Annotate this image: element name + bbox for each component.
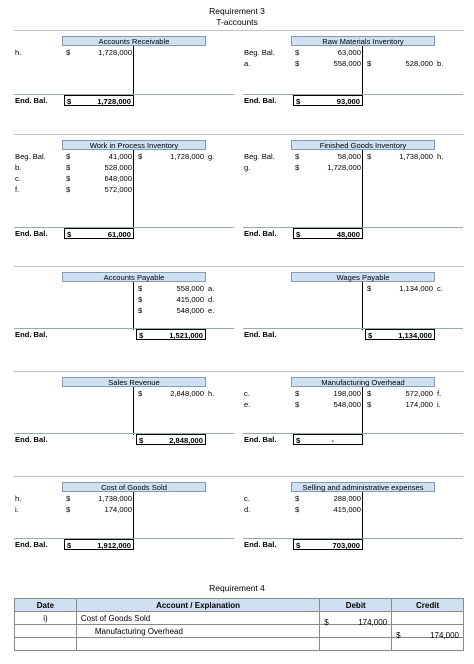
end-balance-value[interactable] bbox=[136, 329, 206, 340]
credit-entry[interactable] bbox=[136, 389, 206, 399]
t-account-title: Finished Goods Inventory bbox=[291, 140, 435, 150]
end-balance-value[interactable] bbox=[64, 539, 134, 550]
credit-amount: 548,000 bbox=[176, 306, 204, 315]
credit-entry[interactable] bbox=[365, 59, 435, 69]
credit-entry-label: d. bbox=[208, 295, 215, 304]
journal-credit-cell[interactable] bbox=[392, 612, 464, 625]
credit-entry-label: b. bbox=[437, 59, 444, 68]
end-balance-amount: 1,912,000 bbox=[97, 541, 131, 550]
currency-symbol: $ bbox=[67, 97, 72, 106]
t-account bbox=[14, 482, 234, 554]
end-balance-value[interactable] bbox=[293, 95, 363, 106]
section-divider bbox=[14, 266, 464, 267]
debit-amount: 415,000 bbox=[333, 505, 361, 514]
t-account-title: Raw Materials Inventory bbox=[291, 36, 435, 46]
journal-account-cell[interactable]: Manufacturing Overhead bbox=[76, 625, 319, 638]
end-balance-label: End. Bal. bbox=[15, 435, 48, 444]
currency-symbol: $ bbox=[138, 389, 143, 398]
debit-entry-label: c. bbox=[15, 174, 21, 183]
currency-symbol: $ bbox=[66, 185, 71, 194]
t-account-divider bbox=[133, 282, 134, 330]
debit-entry-label: d. bbox=[244, 505, 251, 514]
credit-entry[interactable] bbox=[365, 389, 435, 399]
currency-symbol: $ bbox=[367, 389, 372, 398]
credit-entry-label: f. bbox=[437, 389, 442, 398]
currency-symbol: $ bbox=[368, 331, 373, 340]
t-account bbox=[14, 140, 234, 243]
journal-entry-table bbox=[14, 598, 464, 651]
t-account-title: Accounts Payable bbox=[62, 272, 206, 282]
credit-entry-label: g. bbox=[208, 152, 215, 161]
end-balance-value[interactable] bbox=[64, 95, 134, 106]
journal-credit-cell[interactable] bbox=[392, 625, 464, 638]
journal-account-cell[interactable] bbox=[76, 638, 319, 651]
debit-entry-label: Beg. Bal. bbox=[244, 48, 275, 57]
credit-entry-label: h. bbox=[208, 389, 215, 398]
currency-symbol: $ bbox=[138, 152, 143, 161]
credit-entry-label: e. bbox=[208, 306, 215, 315]
journal-header-row bbox=[15, 599, 464, 612]
t-account-title: Wages Payable bbox=[291, 272, 435, 282]
credit-amount: 174,000 bbox=[405, 400, 433, 409]
t-account-title: Manufacturing Overhead bbox=[291, 377, 435, 387]
debit-entry[interactable] bbox=[64, 152, 134, 162]
end-balance-label: End. Bal. bbox=[244, 330, 277, 339]
currency-symbol: $ bbox=[295, 152, 300, 161]
date-header: Date bbox=[15, 599, 77, 612]
t-account bbox=[243, 272, 463, 344]
credit-entry[interactable] bbox=[136, 152, 206, 162]
currency-symbol: $ bbox=[139, 331, 144, 340]
debit-header: Debit bbox=[320, 599, 392, 612]
credit-entry-label: i. bbox=[437, 400, 441, 409]
journal-debit-cell[interactable] bbox=[320, 638, 392, 651]
debit-amount: 1,728,000 bbox=[98, 48, 132, 57]
t-account bbox=[243, 36, 463, 110]
end-balance-amount: 1,134,000 bbox=[398, 331, 432, 340]
debit-entry-label: c. bbox=[244, 494, 250, 503]
credit-amount: 2,848,000 bbox=[170, 389, 204, 398]
end-balance-value[interactable] bbox=[64, 228, 134, 239]
currency-symbol: $ bbox=[295, 389, 300, 398]
t-account bbox=[243, 377, 463, 449]
journal-debit-cell[interactable] bbox=[320, 625, 392, 638]
t-account-divider bbox=[362, 282, 363, 330]
debit-amount: 548,000 bbox=[333, 400, 361, 409]
debit-amount: 58,000 bbox=[337, 152, 361, 161]
journal-row bbox=[15, 612, 464, 625]
currency-symbol: $ bbox=[367, 284, 372, 293]
currency-symbol: $ bbox=[67, 541, 72, 550]
debit-entry-label: a. bbox=[244, 59, 251, 68]
end-balance-label: End. Bal. bbox=[244, 96, 277, 105]
debit-entry[interactable] bbox=[64, 185, 134, 195]
credit-entry[interactable] bbox=[136, 306, 206, 316]
currency-symbol: $ bbox=[396, 631, 401, 640]
t-account bbox=[14, 272, 234, 344]
debit-entry-label: c. bbox=[244, 389, 250, 398]
t-account-title: Work in Process Inventory bbox=[62, 140, 206, 150]
credit-amount: 528,000 bbox=[405, 59, 433, 68]
currency-symbol: $ bbox=[66, 152, 71, 161]
currency-symbol: $ bbox=[66, 163, 71, 172]
debit-entry[interactable] bbox=[293, 400, 363, 410]
currency-symbol: $ bbox=[324, 618, 329, 627]
end-balance-amount: 703,000 bbox=[332, 541, 360, 550]
debit-entry[interactable] bbox=[293, 59, 363, 69]
journal-date-cell[interactable]: i) bbox=[15, 612, 77, 625]
debit-amount: 174,000 bbox=[104, 505, 132, 514]
t-account-title: Accounts Receivable bbox=[62, 36, 206, 46]
debit-entry-label: g. bbox=[244, 163, 251, 172]
credit-entry-label: c. bbox=[437, 284, 443, 293]
debit-amount: 558,000 bbox=[333, 59, 361, 68]
t-account bbox=[14, 377, 234, 449]
end-balance-amount: - bbox=[331, 436, 334, 445]
currency-symbol: $ bbox=[67, 230, 72, 239]
t-account-title: Selling and administrative expenses bbox=[291, 482, 435, 492]
debit-entry-label: e. bbox=[244, 400, 251, 409]
end-balance-value[interactable] bbox=[293, 539, 363, 550]
debit-amount: 1,728,000 bbox=[327, 163, 361, 172]
credit-entry[interactable] bbox=[365, 284, 435, 294]
debit-entry[interactable] bbox=[64, 174, 134, 184]
debit-entry[interactable] bbox=[293, 494, 363, 504]
credit-entry[interactable] bbox=[136, 284, 206, 294]
debit-entry-label: h. bbox=[15, 48, 22, 57]
end-balance-amount: 48,000 bbox=[336, 230, 360, 239]
currency-symbol: $ bbox=[367, 59, 372, 68]
journal-account-cell[interactable]: Cost of Goods Sold bbox=[76, 612, 319, 625]
credit-amount: 1,134,000 bbox=[399, 284, 433, 293]
currency-symbol: $ bbox=[295, 163, 300, 172]
end-balance-value[interactable] bbox=[293, 228, 363, 239]
end-balance-label: End. Bal. bbox=[244, 540, 277, 549]
currency-symbol: $ bbox=[138, 295, 143, 304]
end-balance-amount: 61,000 bbox=[107, 230, 131, 239]
currency-symbol: $ bbox=[295, 59, 300, 68]
t-account bbox=[243, 482, 463, 554]
section-divider bbox=[14, 134, 464, 135]
end-balance-value[interactable] bbox=[136, 434, 206, 445]
currency-symbol: $ bbox=[296, 541, 301, 550]
debit-entry-label: h. bbox=[15, 494, 22, 503]
credit-amount: 1,728,000 bbox=[170, 152, 204, 161]
credit-amount: 415,000 bbox=[176, 295, 204, 304]
debit-amount: 198,000 bbox=[333, 389, 361, 398]
debit-amount: 528,000 bbox=[104, 163, 132, 172]
debit-entry[interactable] bbox=[293, 152, 363, 162]
currency-symbol: $ bbox=[139, 436, 144, 445]
end-balance-amount: 1,521,000 bbox=[169, 331, 203, 340]
currency-symbol: $ bbox=[296, 436, 301, 445]
credit-header: Credit bbox=[392, 599, 464, 612]
debit-entry-label: Beg. Bal. bbox=[15, 152, 46, 161]
debit-entry[interactable] bbox=[64, 505, 134, 515]
end-balance-amount: 1,728,000 bbox=[97, 97, 131, 106]
t-account bbox=[14, 36, 234, 110]
end-balance-amount: 2,848,000 bbox=[169, 436, 203, 445]
journal-date-cell[interactable] bbox=[15, 638, 77, 651]
t-accounts-subtitle: T-accounts bbox=[216, 17, 258, 27]
section-divider bbox=[14, 476, 464, 477]
currency-symbol: $ bbox=[296, 97, 301, 106]
credit-amount: 174,000 bbox=[430, 631, 459, 640]
debit-entry-label: Beg. Bal. bbox=[244, 152, 275, 161]
credit-entry-label: h. bbox=[437, 152, 444, 161]
requirement-3-title: Requirement 3 bbox=[209, 6, 265, 16]
debit-amount: 572,000 bbox=[104, 185, 132, 194]
credit-entry[interactable] bbox=[136, 295, 206, 305]
t-account bbox=[243, 140, 463, 243]
currency-symbol: $ bbox=[138, 306, 143, 315]
journal-row bbox=[15, 625, 464, 638]
debit-entry[interactable] bbox=[293, 389, 363, 399]
end-balance-label: End. Bal. bbox=[15, 229, 48, 238]
debit-amount: 648,000 bbox=[104, 174, 132, 183]
debit-amount: 288,000 bbox=[333, 494, 361, 503]
currency-symbol: $ bbox=[367, 400, 372, 409]
credit-entry[interactable] bbox=[365, 400, 435, 410]
end-balance-label: End. Bal. bbox=[15, 330, 48, 339]
currency-symbol: $ bbox=[295, 48, 300, 57]
credit-amount: 558,000 bbox=[176, 284, 204, 293]
credit-entry[interactable] bbox=[365, 152, 435, 162]
debit-entry[interactable] bbox=[293, 163, 363, 173]
currency-symbol: $ bbox=[66, 48, 71, 57]
debit-entry-label: i. bbox=[15, 505, 19, 514]
currency-symbol: $ bbox=[295, 505, 300, 514]
currency-symbol: $ bbox=[66, 174, 71, 183]
end-balance-value[interactable] bbox=[293, 434, 363, 445]
credit-amount: 1,738,000 bbox=[399, 152, 433, 161]
debit-amount: 174,000 bbox=[358, 618, 388, 627]
debit-entry-label: f. bbox=[15, 185, 20, 194]
currency-symbol: $ bbox=[66, 494, 71, 503]
journal-debit-cell[interactable] bbox=[320, 612, 392, 625]
debit-entry[interactable] bbox=[64, 494, 134, 504]
end-balance-label: End. Bal. bbox=[15, 540, 48, 549]
end-balance-label: End. Bal. bbox=[15, 96, 48, 105]
t-account-title: Cost of Goods Sold bbox=[62, 482, 206, 492]
end-balance-amount: 93,000 bbox=[336, 97, 360, 106]
debit-entry[interactable] bbox=[293, 48, 363, 58]
account-header: Account / Explanation bbox=[76, 599, 319, 612]
debit-entry-label: b. bbox=[15, 163, 22, 172]
currency-symbol: $ bbox=[295, 494, 300, 503]
t-account-divider bbox=[133, 387, 134, 435]
debit-entry[interactable] bbox=[64, 48, 134, 58]
section-divider bbox=[14, 371, 464, 372]
currency-symbol: $ bbox=[295, 400, 300, 409]
currency-symbol: $ bbox=[296, 230, 301, 239]
t-account-title: Sales Revenue bbox=[62, 377, 206, 387]
currency-symbol: $ bbox=[367, 152, 372, 161]
end-balance-label: End. Bal. bbox=[244, 435, 277, 444]
currency-symbol: $ bbox=[66, 505, 71, 514]
credit-amount: 572,000 bbox=[405, 389, 433, 398]
debit-entry[interactable] bbox=[64, 163, 134, 173]
section-divider bbox=[14, 30, 464, 31]
end-balance-label: End. Bal. bbox=[244, 229, 277, 238]
journal-date-cell[interactable] bbox=[15, 625, 77, 638]
debit-amount: 41,000 bbox=[108, 152, 132, 161]
credit-entry-label: a. bbox=[208, 284, 215, 293]
debit-amount: 1,738,000 bbox=[98, 494, 132, 503]
requirement-4-title: Requirement 4 bbox=[209, 583, 265, 593]
currency-symbol: $ bbox=[138, 284, 143, 293]
debit-entry[interactable] bbox=[293, 505, 363, 515]
end-balance-value[interactable] bbox=[365, 329, 435, 340]
debit-amount: 63,000 bbox=[337, 48, 361, 57]
